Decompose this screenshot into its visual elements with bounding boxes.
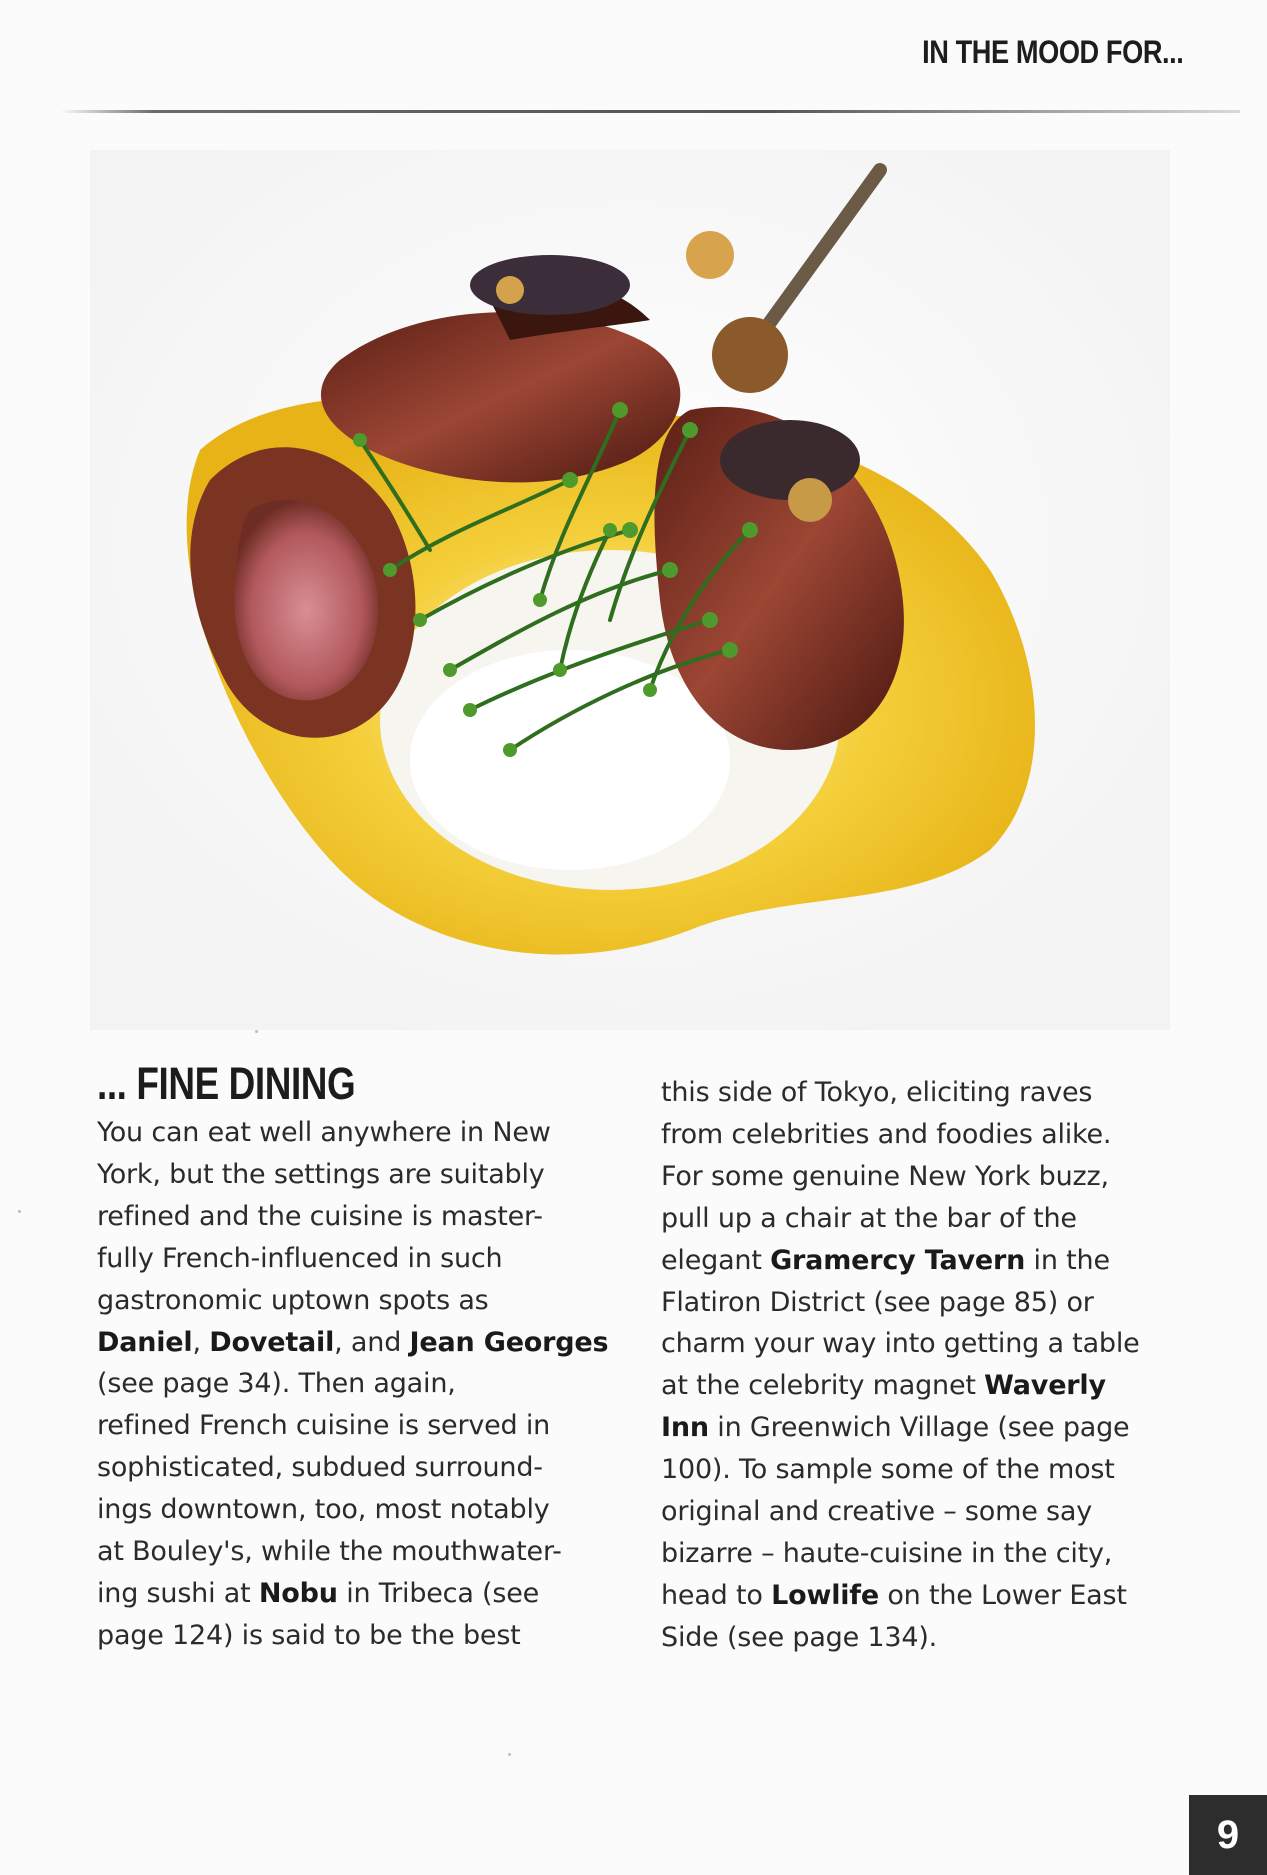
text-fragment: on the Lower East bbox=[878, 1579, 1127, 1611]
plated-duck-dish-photo-icon bbox=[90, 150, 1170, 1030]
text-line: gastronomic uptown spots as bbox=[97, 1284, 489, 1316]
text-line: refined French cuisine is served in bbox=[97, 1410, 551, 1442]
text-line: fully French-influenced in such bbox=[97, 1242, 503, 1274]
restaurant-name: Waverly bbox=[984, 1370, 1106, 1402]
text-line: at Bouley's, while the mouthwater- bbox=[97, 1536, 562, 1568]
scan-speck bbox=[18, 1210, 21, 1213]
text-line: You can eat well anywhere in New bbox=[97, 1117, 551, 1148]
text-fragment: in Tribeca (see bbox=[337, 1577, 540, 1609]
text-line bbox=[97, 1322, 642, 1364]
restaurant-name: Daniel bbox=[97, 1326, 193, 1358]
text-fragment: elegant bbox=[661, 1244, 771, 1276]
text-line: this side of Tokyo, eliciting raves bbox=[661, 1077, 1093, 1108]
food-photo bbox=[90, 150, 1170, 1030]
text-fragment: in Greenwich Village (see page bbox=[708, 1412, 1130, 1444]
text-fragment: , bbox=[192, 1326, 210, 1358]
restaurant-name: Nobu bbox=[258, 1577, 338, 1609]
text-line bbox=[661, 1407, 1221, 1449]
text-line bbox=[97, 1573, 642, 1615]
text-line: from celebrities and foodies alike. bbox=[661, 1118, 1112, 1150]
text-line: charm your way into getting a table bbox=[661, 1328, 1140, 1360]
text-fragment: ing sushi at bbox=[97, 1577, 259, 1609]
text-line: Flatiron District (see page 85) or bbox=[661, 1286, 1094, 1318]
text-line: Side (see page 134). bbox=[661, 1621, 938, 1653]
text-line: 100). To sample some of the most bbox=[661, 1454, 1115, 1486]
page-header-title: IN THE MOOD FOR... bbox=[921, 34, 1183, 70]
scan-speck bbox=[255, 1030, 258, 1033]
text-line: refined and the cuisine is master- bbox=[97, 1200, 543, 1232]
restaurant-name: Lowlife bbox=[771, 1579, 879, 1611]
text-line bbox=[661, 1575, 1221, 1617]
text-line: ings downtown, too, most notably bbox=[97, 1494, 550, 1526]
text-fragment: at the celebrity magnet bbox=[661, 1370, 985, 1402]
text-line: page 124) is said to be the best bbox=[97, 1619, 521, 1651]
text-line: (see page 34). Then again, bbox=[97, 1368, 456, 1400]
text-line bbox=[661, 1365, 1221, 1407]
text-line: original and creative – some say bbox=[661, 1496, 1093, 1528]
section-heading: ... FINE DINING bbox=[97, 1058, 356, 1109]
header-divider bbox=[60, 110, 1240, 113]
text-fragment: , and bbox=[334, 1326, 410, 1358]
restaurant-name: Jean Georges bbox=[409, 1326, 609, 1358]
body-column-left bbox=[97, 1112, 642, 1657]
page-number: 9 bbox=[1189, 1795, 1267, 1875]
text-line: bizarre – haute-cuisine in the city, bbox=[661, 1537, 1113, 1569]
text-line bbox=[661, 1240, 1221, 1282]
text-line: sophisticated, subdued surround- bbox=[97, 1452, 543, 1484]
restaurant-name: Dovetail bbox=[209, 1326, 335, 1358]
text-line: York, but the settings are suitably bbox=[97, 1158, 545, 1190]
text-fragment: head to bbox=[661, 1579, 772, 1611]
text-line: pull up a chair at the bar of the bbox=[661, 1202, 1077, 1234]
restaurant-name: Gramercy Tavern bbox=[770, 1244, 1026, 1276]
text-line: For some genuine New York buzz, bbox=[661, 1160, 1109, 1192]
text-fragment: in the bbox=[1025, 1244, 1110, 1276]
scan-speck bbox=[508, 1753, 511, 1756]
restaurant-name: Inn bbox=[661, 1412, 709, 1444]
body-column-right bbox=[661, 1072, 1221, 1659]
